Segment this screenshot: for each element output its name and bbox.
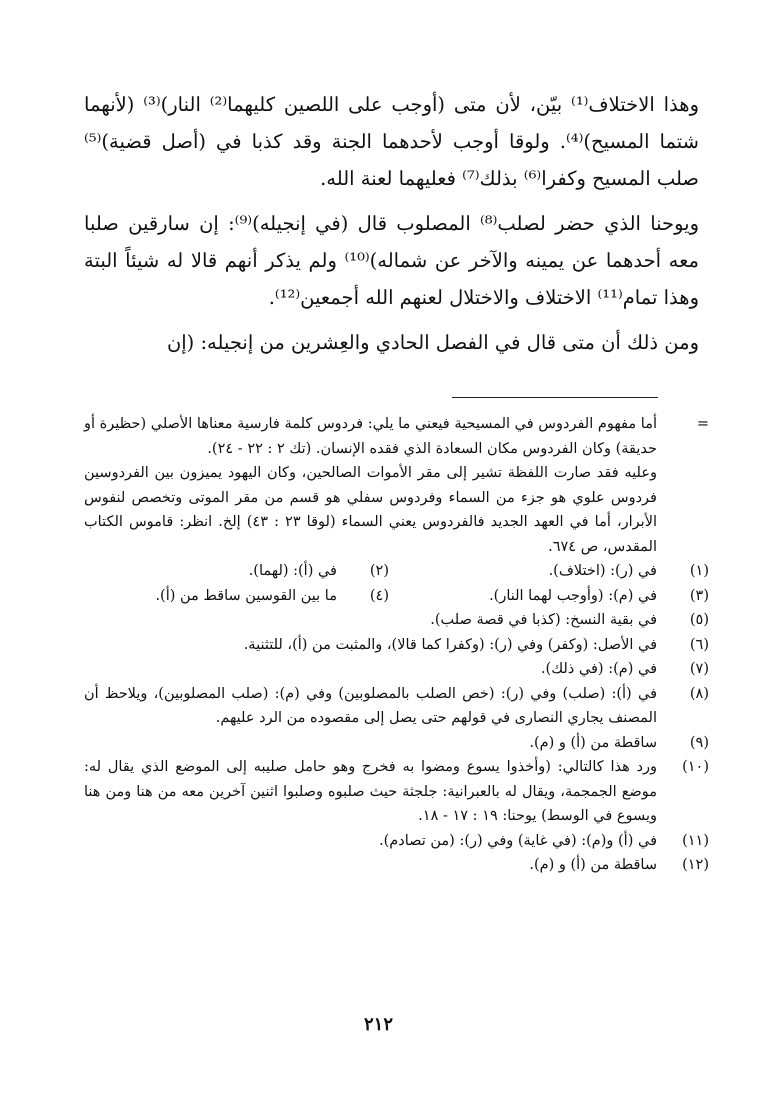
footnote-pair bbox=[84, 584, 709, 609]
footnote bbox=[84, 633, 709, 658]
footnote bbox=[389, 584, 709, 609]
footnote-label: (٨) bbox=[689, 685, 709, 702]
footnote bbox=[84, 731, 709, 756]
footnote-text: ورد هذا كالتالي: (وأخذوا يسوع ومضوا به فخرج وهو حامل صليبه إلى الموضع الذي يقال له: موضع الجمجمة، ويقال له بالعبرانية: جلجثة حيث صلبوه وصلبوا اثنين آخرين معه من هنا ومن هنا ويسوع في الوسط) يوحنا: ١٩ : ١٧ - ١٨. bbox=[84, 759, 657, 824]
footnote bbox=[84, 682, 709, 731]
footnote-pair bbox=[84, 559, 709, 584]
footnote-text: وعليه فقد صارت اللفظة تشير إلى مقر الأموات الصالحين، وكان اليهود يميزون بين الفردوسين فردوس علوي هو جزء من السماء وفردوس سفلي هو قسم من مقر الموتى وتخصص لنفوس الأبرار، أما في العهد الجديد فالفردوس يعني السماء (لوقا ٢٣ : ٤٣) إلخ. انظر: قاموس الكتاب المقدس، ص ٦٧٤. bbox=[84, 465, 657, 555]
footnote bbox=[84, 584, 389, 609]
footnote-label: (١٢) bbox=[682, 857, 709, 873]
footnote-text: ساقطة من (أ) و (م). bbox=[529, 857, 657, 873]
footnote bbox=[84, 608, 709, 633]
main-text bbox=[84, 86, 699, 361]
footnote-text: في (ر): (اختلاف). bbox=[548, 563, 657, 579]
footnote-text: ما بين القوسين ساقط من (أ). bbox=[155, 587, 337, 604]
footnote-label: (٣) bbox=[689, 587, 709, 604]
footnote-label: (٩) bbox=[689, 734, 709, 751]
footnote-text: في الأصل: (وكفر) وفي (ر): (وكفرا كما قالا)، والمثبت من (أ)، للتثنية. bbox=[243, 636, 657, 653]
footnote-text: أما مفهوم الفردوس في المسيحية فيعني ما يلي: فردوس كلمة فارسية معناها الأصلي (حظيرة أو حديقة) وكان الفردوس مكان السعادة الذي فقده الإنسان. (تك ٢ : ٢٢ - ٢٤). bbox=[84, 416, 657, 457]
paragraph: ويوحنا الذي حضر لصلب⁽⁸⁾ المصلوب قال (في إنجيله)⁽⁹⁾: إن سارقين صلبا معه أحدهما عن يمينه والآخر عن شماله)⁽¹⁰⁾ ولم يذكر أنهم قالا له شيئاً البتة وهذا تمام⁽¹¹⁾ الاختلاف والاختلال لعنهم الله أجمعين⁽¹²⁾. bbox=[84, 212, 700, 309]
footnote bbox=[84, 657, 709, 682]
footnote-label: (١١) bbox=[682, 832, 709, 849]
footnote-text: في (أ): (صلب) وفي (ر): (خص الصلب بالمصلوبين) وفي (م): (صلب المصلوبين)، ويلاحظ أن المصنف يجاري النصارى في قولهم حتى يصل إلى مقصوده من الرد عليهم. bbox=[84, 685, 657, 726]
footnote-label: = bbox=[696, 416, 709, 432]
footnote-label: (٦) bbox=[689, 636, 709, 653]
footnote-label: (١) bbox=[689, 563, 709, 579]
footnote bbox=[389, 559, 709, 584]
footnote-text: في (أ): (لهما). bbox=[248, 563, 337, 579]
footnote-label: (١٠) bbox=[682, 759, 709, 775]
footnote bbox=[84, 829, 709, 854]
footnote-text: في (م): (وأوجب لهما النار). bbox=[489, 587, 657, 604]
footnote bbox=[84, 755, 709, 829]
footnote-label: (٢) bbox=[369, 563, 389, 579]
footnote-continuation bbox=[84, 412, 709, 559]
footnote-text: في بقية النسخ: (كذبا في قصة صلب). bbox=[430, 612, 657, 628]
footnote bbox=[84, 559, 389, 584]
footnote-label: (٥) bbox=[689, 612, 709, 628]
paragraph: ومن ذلك أن متى قال في الفصل الحادي والعِشرين من إنجيله: (إن bbox=[166, 331, 699, 354]
footnote-text: ساقطة من (أ) و (م). bbox=[529, 734, 657, 751]
footnotes bbox=[84, 412, 709, 878]
footnote-label: (٤) bbox=[369, 587, 389, 604]
paragraph: وهذا الاختلاف⁽¹⁾ بيّن، لأن متى (أوجب على اللصين كليهما⁽²⁾ النار)⁽³⁾ (لأنهما شتما المسيح)⁽⁴⁾. ولوقا أوجب لأحدهما الجنة وقد كذبا في (أصل قضية)⁽⁵⁾ صلب المسيح وكفرا⁽⁶⁾ بذلك⁽⁷⁾ فعليهما لعنة الله. bbox=[84, 93, 699, 190]
page-number: ٢١٢ bbox=[363, 1014, 393, 1035]
footnote-text: في (م): (في ذلك). bbox=[540, 661, 657, 677]
footnote bbox=[84, 853, 709, 878]
footnote-label: (٧) bbox=[689, 661, 709, 677]
footnote-text: في (أ) و(م): (في غاية) وفي (ر): (من تصادم). bbox=[379, 832, 657, 849]
footnote-divider bbox=[452, 397, 658, 398]
